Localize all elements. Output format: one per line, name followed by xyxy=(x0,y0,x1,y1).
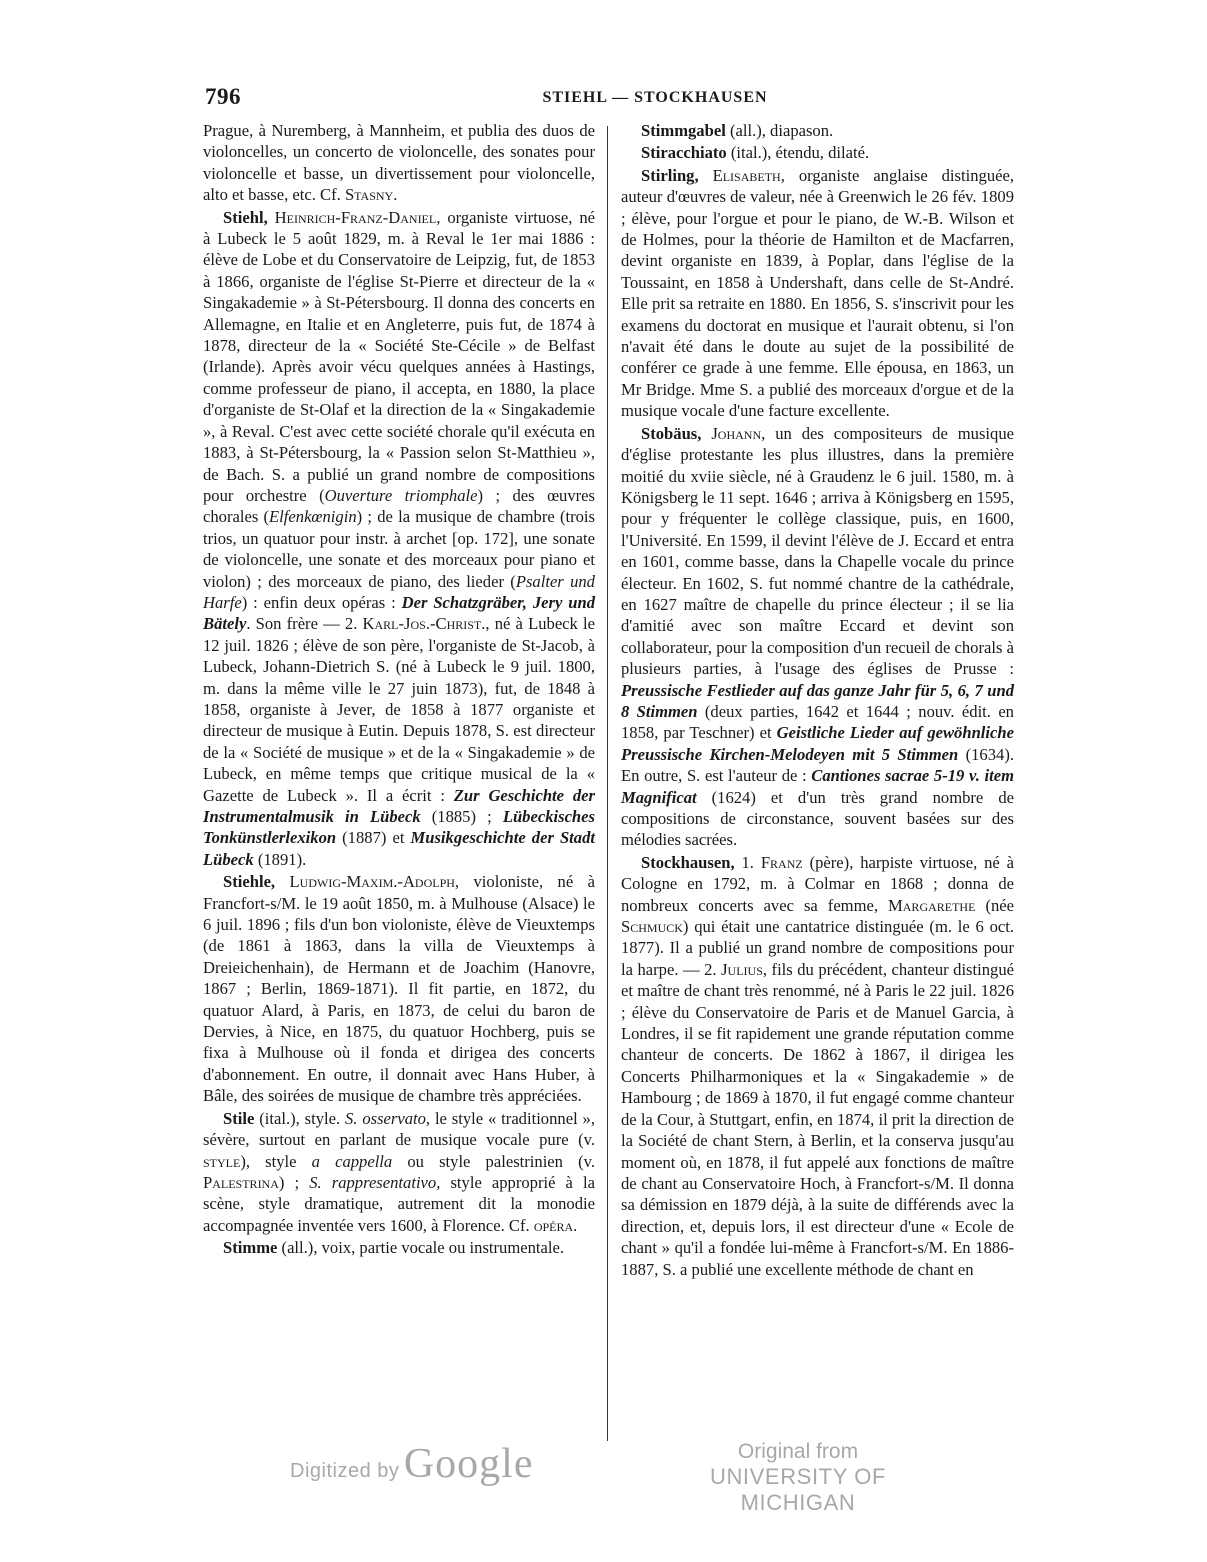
entry-stiehl: Stiehl, Heinrich-Franz-Daniel, organiste virtuose, né à Lubeck le 5 août 1829, m. à Reval le 1er mai 1886 : élève de Lobe et du Conservatoire de Leipzig, fut, de 1853 à 1866, organiste de l'église St-Pierre et directeur de la « Singakademie » à St-Pétersbourg. Il donna des concerts en Allemagne, en Italie et en Angleterre, puis fut, de 1874 à 1878, directeur de la « Société Ste-Cécile » de Belfast (Irlande). Après avoir vécu quelques années à Hastings, comme professeur de piano, il accepta, en 1880, la place d'organiste de St-Olaf et la direction de la « Singakademie », à Reval. C'est avec cette société chorale qu'il exécuta en 1883, à St-Pétersbourg, la « Passion selon St-Matthieu », de Bach. S. a publié un grand nombre de compositions pour orchestre (Ouverture triomphale) ; des œuvres chorales (Elfenkœnigin) ; de la musique de chambre (trois trios, un quatuor pour instr. à archet [op. 172], une sonate de violoncelle, une sonate et des morceaux pour piano et violon) ; des morceaux de piano, des lieder (Psalter und Harfe) : enfin deux opéras : Der Schatzgräber, Jery und Bätely. Son frère — 2. Karl-Jos.-Christ., né à Lubeck le 12 juil. 1826 ; élève de son père, l'organiste de St-Jacob, à Lubeck, Johann-Dietrich S. (né à Lubeck le 9 juil. 1800, m. dans la même ville le 27 juin 1873), fut, de 1848 à 1858, organiste à Jever, de 1858 à 1877 organiste et directeur de musique à Eutin. Depuis 1878, S. est directeur de la « Société de musique » et de la « Singakademie » de Lubeck, en même temps que critique musical de la « Gazette de Lubeck ». Il a écrit : Zur Geschichte der Instrumentalmusik in Lübeck (1885) ; Lübeckisches Tonkünstlerlexikon (1887) et Musikgeschichte der Stadt Lübeck (1891). xyxy=(203,207,595,869)
headword: Stiehle, xyxy=(223,872,276,892)
entry-stockhausen: Stockhausen, 1. Franz (père), harpiste virtuose, né à Cologne en 1792, m. à Colmar en 1868 ; donna de nombreux concerts avec sa femme, Margarethe (née Schmuck) qui était une cantatrice distinguée (m. le 6 oct. 1877). Il a publié un grand nombre de compositions pour la harpe. — 2. Julius, fils du précédent, chanteur distingué et maître de chant très renommé, né à Paris le 22 juil. 1826 ; élève du Conservatoire de Paris et de Manuel Garcia, à Londres, il se fit rapidement une grande réputation comme chanteur de concerts. De 1862 à 1867, il dirigea les Concerts Philharmoniques et la « Singakademie » de Hambourg ; de 1869 à 1870, il fut engagé comme chanteur de la Cour, à Stuttgart, enfin, en 1874, il prit la direction de la Société de chant Stern, à Berlin, et la conserva jusqu'au moment où, en 1878, il fut appelé aux fonctions de maître de chant au Conservatoire Hoch, à Francfort-s/M. Il donna sa démission en 1879 déjà, à la suite de différends avec la direction, et, depuis lors, il est directeur d'une « Ecole de chant » qu'il a fondée lui-même à Francfort-s/M. En 1886-1887, S. a publié une excellente méthode de chant en xyxy=(621,852,1014,1279)
library-name: UNIVERSITY OF MICHIGAN xyxy=(709,1464,887,1515)
original-from-watermark xyxy=(668,1440,928,1516)
headword: Stiracchiato xyxy=(641,143,727,163)
running-head: STIEHL — STOCKHAUSEN xyxy=(542,89,768,106)
page-header xyxy=(205,84,1010,114)
entry-stile: Stile (ital.), style. S. osservato, le style « traditionnel », sévère, surtout en parlant de musique vocale pure (v. style), style a cappella ou style palestrinien (v. Palestrina) ; S. rappresentativo, style approprié à la scène, style dramatique, autrement dit la monodie accompagnée inventée vers 1600, à Florence. Cf. opéra. xyxy=(203,1108,595,1235)
entry-stimmgabel: Stimmgabel (all.), diapason. xyxy=(641,121,834,140)
entry-stiehle: Stiehle, Ludwig-Maxim.-Adolph, violoniste, né à Francfort-s/M. le 19 août 1850, m. à Mulhouse (Alsace) le 6 juil. 1896 ; fils d'un bon violoniste, élève de Vieuxtemps (de 1861 à 1863, dans la villa de Vieuxtemps à Dreieichenhain), de Hermann et de Joachim (Hanovre, 1867 ; Berlin, 1869-1871). Il fit partie, en 1872, du quatuor Alard, à Paris, en 1873, de celui du baron de Dervies, à Nice, en 1875, du quatuor Hochberg, puis se fixa à Mulhouse où il fonda et dirigea des concerts d'abonnement. En outre, il donnait avec Hans Huber, à Bâle, des soirées de musique de chambre très appréciées. xyxy=(203,872,595,1106)
entry-continuation: Prague, à Nuremberg, à Mannheim, et publia des duos de violoncelles, un concerto de violoncelle, des sonates pour violoncelle et basse, un divertissement pour violoncelle, alto et basse, etc. Cf. Stasny. xyxy=(203,121,595,205)
original-from-label: Original from xyxy=(737,1440,859,1463)
page-number: 796 xyxy=(205,84,241,109)
headword: Stimme xyxy=(223,1238,278,1258)
digitized-by-watermark xyxy=(290,1440,534,1488)
headword: Stiehl, xyxy=(223,207,268,227)
headword: Stockhausen, xyxy=(641,852,735,872)
entry-stirling: Stirling, Elisabeth, organiste anglaise distinguée, auteur d'œuvres de valeur, née à Greenwich le 26 fév. 1809 ; élève, pour l'orgue et pour le piano, de W.-B. Wilson et de Holmes, pour la théorie de Hamilton et de Macfarren, devint organiste en 1839, à Poplar, dans l'église de la Toussaint, en 1858 à Undershaft, dans celle de St-André. Elle prit sa retraite en 1880. En 1856, S. s'inscrivit pour les examens du doctorat en musique et l'aurait obtenu, si l'on n'avait été dans le doute au sujet de la possibilité de conférer ce grade à une femme. Elle épousa, en 1863, un Mr Bridge. Mme S. a publié des morceaux d'orgue et de la musique vocale d'une facture excellente. xyxy=(621,165,1014,421)
entry-stobaus: Stobäus, Johann, un des compositeurs de musique d'église protestante les plus illustres, dans la première moitié du xviie siècle, né à Graudenz le 6 juil. 1580, m. à Königsberg le 11 sept. 1646 ; arriva à Königsberg en 1595, pour y fréquenter le collège classique, puis, en 1600, l'Université. En 1599, il devint l'élève de J. Eccard et entra en 1601, comme basse, dans la Chapelle vocale du prince électeur. En 1602, S. fut nommé chantre de la cathédrale, en 1627 maître de chapelle du prince électeur ; il se lia d'amitié avec son maître Eccard et devint son collaborateur, pour la composition d'un recueil de chorals à plusieurs parties, à l'usage des églises de Prusse : Preussische Festlieder auf das ganze Jahr für 5, 6, 7 und 8 Stimmen (deux parties, 1642 et 1644 ; nouv. édit. en 1858, par Teschner) et Geistliche Lieder auf gewöhnliche Preussische Kirchen-Melodeyen mit 5 Stimmen (1634). En outre, S. est l'auteur de : Cantiones sacrae 5-19 v. item Magnificat (1624) et d'un très grand nombre de compositions de circonstance, souvent basées sur des mélodies sacrées. xyxy=(621,423,1014,850)
headword: Stile xyxy=(223,1108,255,1128)
right-column xyxy=(621,120,1014,1281)
entry-stimme: Stimme (all.), voix, partie vocale ou instrumentale. xyxy=(223,1238,564,1258)
headword: Stobäus, xyxy=(641,423,702,443)
left-column xyxy=(203,120,595,1260)
entry-stiracchiato: Stiracchiato (ital.), étendu, dilaté. xyxy=(641,143,870,163)
column-divider xyxy=(607,126,608,1441)
google-logo: Google xyxy=(403,1441,534,1487)
cross-reference: Stasny xyxy=(344,185,394,205)
digitized-by-label: Digitized by xyxy=(290,1460,400,1482)
headword: Stirling, xyxy=(641,165,699,185)
headword: Stimmgabel xyxy=(641,121,726,140)
